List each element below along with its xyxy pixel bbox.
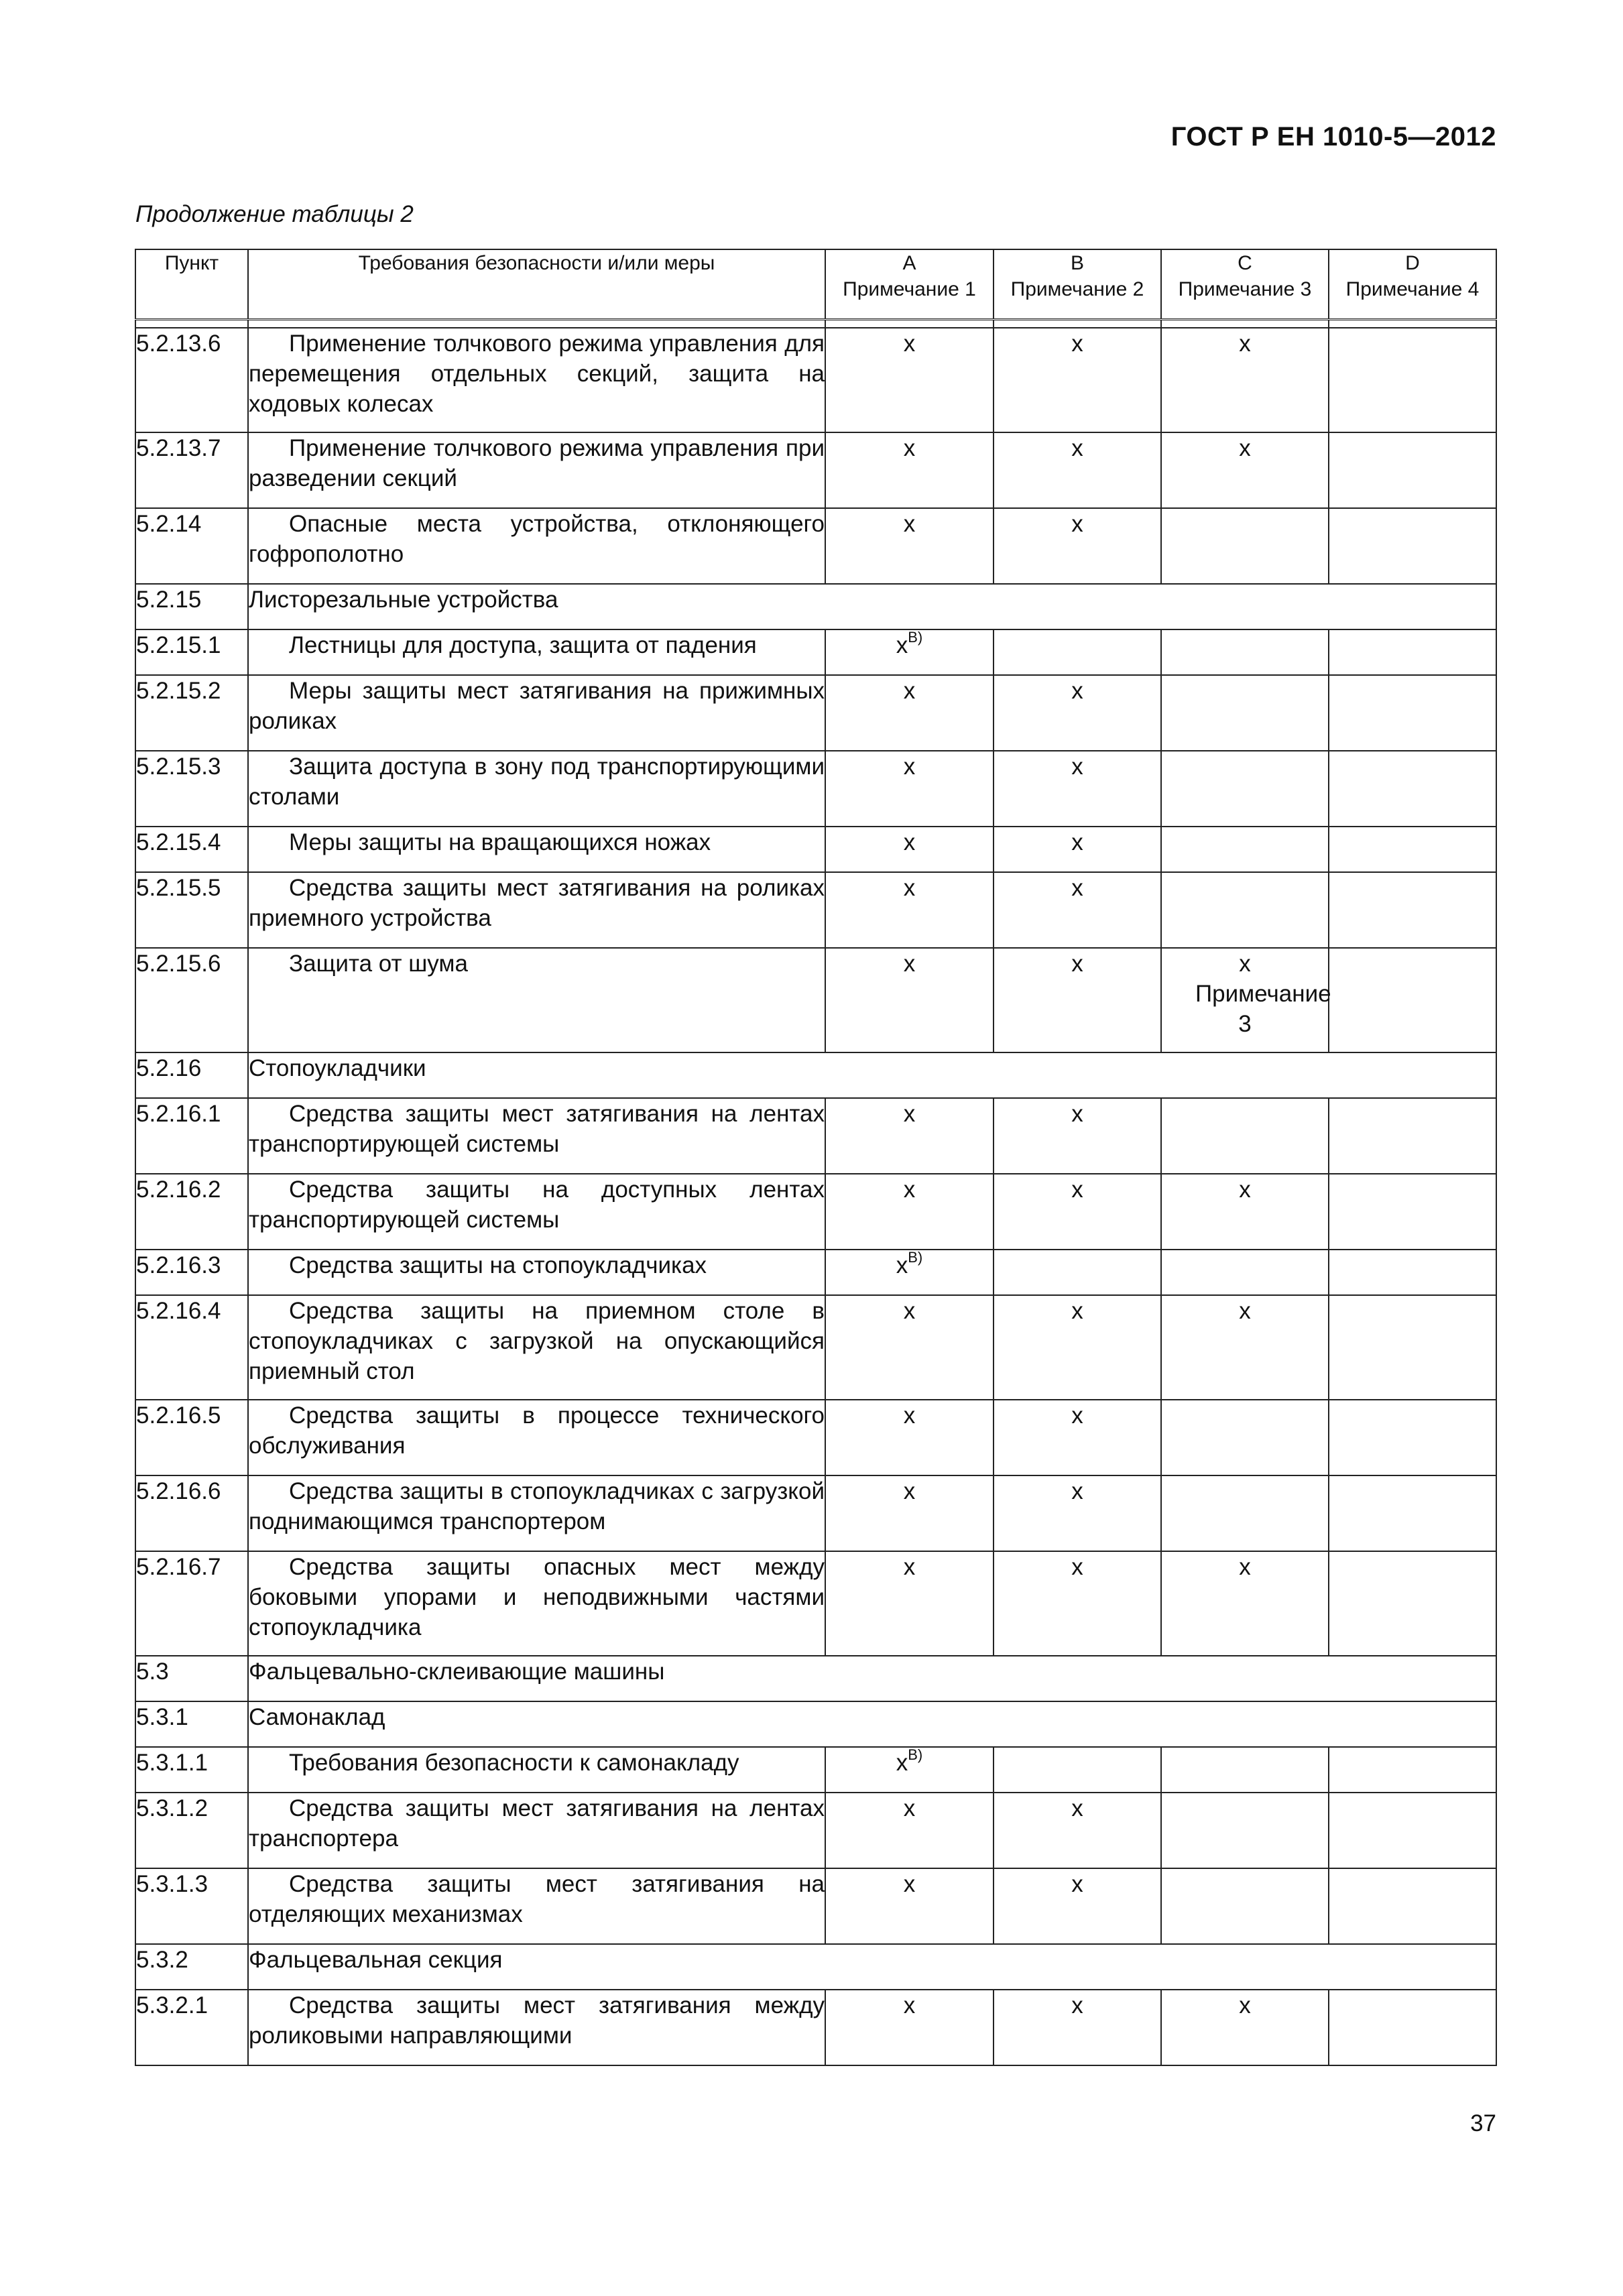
table-row [135, 675, 1496, 751]
mark-c-value: x [1239, 435, 1251, 461]
row-number: 5.2.15.3 [135, 751, 248, 827]
requirement-text [248, 328, 825, 432]
mark-c [1161, 1868, 1329, 1944]
mark-b [994, 1793, 1161, 1868]
mark-a [825, 432, 994, 508]
mark-b-value: x [1071, 1298, 1083, 1324]
table-row [135, 328, 1496, 432]
mark-a-value: x [903, 1298, 916, 1324]
mark-b-value: x [1071, 511, 1083, 537]
mark-b [994, 1295, 1161, 1400]
mark-a-value: x [903, 330, 916, 357]
mark-a [825, 1747, 994, 1793]
requirement-text-content: Средства защиты на доступных лентах транспортирующей системы [249, 1176, 825, 1233]
requirement-text-content: Лестницы для доступа, защита от падения [289, 632, 757, 658]
requirement-text [248, 629, 825, 675]
table-row [135, 508, 1496, 584]
requirement-text-content: Средства защиты в процессе технического обслуживания [249, 1402, 825, 1459]
mark-d [1329, 432, 1496, 508]
mark-a-value: x [903, 678, 916, 704]
mark-a-value: x [896, 1750, 908, 1776]
header-a-letter: A [902, 252, 916, 274]
row-number: 5.3.2.1 [135, 1990, 248, 2065]
table-row [135, 1250, 1496, 1295]
row-number: 5.3.1.3 [135, 1868, 248, 1944]
requirement-text-content: Меры защиты на вращающихся ножах [289, 829, 711, 855]
table-row [135, 872, 1496, 948]
row-number: 5.3 [135, 1656, 248, 1701]
mark-c [1161, 432, 1329, 508]
mark-d [1329, 629, 1496, 675]
requirement-text [248, 1098, 825, 1174]
requirement-text-content: Применение толчкового режима управления для перемещения отдельных секций, защита на ходовых колесах [249, 330, 825, 417]
section-title: Стопоукладчики [248, 1052, 1496, 1098]
header-d [1329, 249, 1496, 320]
mark-a [825, 827, 994, 872]
mark-b-value: x [1071, 875, 1083, 901]
mark-d [1329, 1868, 1496, 1944]
page-number: 37 [1470, 2110, 1496, 2136]
row-number: 5.2.15.5 [135, 872, 248, 948]
mark-b [994, 1174, 1161, 1250]
mark-a [825, 1400, 994, 1475]
mark-a [825, 948, 994, 1052]
mark-a-value: x [903, 951, 916, 977]
header-b-note: Примечание 2 [1010, 278, 1144, 300]
header-b-letter: B [1070, 252, 1084, 274]
mark-d [1329, 1475, 1496, 1551]
mark-d [1329, 675, 1496, 751]
mark-d [1329, 872, 1496, 948]
mark-c-value: x [1239, 1554, 1251, 1580]
requirement-text-content: Средства защиты мест затягивания на роликах приемного устройства [249, 875, 825, 931]
header-a [825, 249, 994, 320]
mark-b-value: x [1071, 1871, 1083, 1897]
header-d-note: Примечание 4 [1345, 278, 1480, 300]
mark-b [994, 1250, 1161, 1295]
mark-d [1329, 1793, 1496, 1868]
footnote-ref: B) [908, 1249, 923, 1266]
mark-d [1329, 751, 1496, 827]
table-row [135, 751, 1496, 827]
requirement-text [248, 1295, 825, 1400]
mark-b [994, 675, 1161, 751]
mark-a-value: x [903, 1101, 916, 1127]
mark-b-value: x [1071, 1992, 1083, 2018]
header-b [994, 249, 1161, 320]
mark-c [1161, 1990, 1329, 2065]
mark-b-value: x [1071, 1554, 1083, 1580]
mark-c [1161, 827, 1329, 872]
mark-b [994, 948, 1161, 1052]
mark-c [1161, 328, 1329, 432]
mark-c [1161, 1551, 1329, 1656]
row-number: 5.2.15 [135, 584, 248, 629]
mark-b [994, 1400, 1161, 1475]
requirement-text-content: Применение толчкового режима управления при разведении секций [249, 435, 825, 491]
header-gap-row [135, 320, 1496, 328]
mark-b [994, 629, 1161, 675]
mark-c [1161, 629, 1329, 675]
mark-a-value: x [903, 1992, 916, 2018]
mark-a-value: x [903, 875, 916, 901]
table-body [135, 320, 1496, 2066]
mark-d [1329, 508, 1496, 584]
mark-a-value: x [903, 1176, 916, 1203]
row-number: 5.2.16.5 [135, 1400, 248, 1475]
mark-a [825, 872, 994, 948]
mark-c-note: Примечание 3 [1195, 981, 1331, 1037]
mark-d [1329, 1400, 1496, 1475]
section-title: Фальцевально-склеивающие машины [248, 1656, 1496, 1701]
mark-b [994, 432, 1161, 508]
footnote-ref: B) [908, 629, 923, 646]
requirement-text [248, 751, 825, 827]
mark-a-value: x [903, 1402, 916, 1429]
row-number: 5.2.16.4 [135, 1295, 248, 1400]
requirement-text-content: Защита от шума [289, 951, 468, 977]
table-row [135, 1747, 1496, 1793]
mark-a [825, 508, 994, 584]
mark-b-value: x [1071, 1101, 1083, 1127]
mark-c [1161, 751, 1329, 827]
mark-b [994, 1475, 1161, 1551]
mark-c [1161, 872, 1329, 948]
row-number: 5.3.1.1 [135, 1747, 248, 1793]
mark-b [994, 1551, 1161, 1656]
row-number: 5.2.16.6 [135, 1475, 248, 1551]
mark-c-value: x [1239, 330, 1251, 357]
mark-a-value: x [896, 1252, 908, 1278]
mark-b-value: x [1071, 829, 1083, 855]
table-row [135, 1793, 1496, 1868]
mark-a [825, 1868, 994, 1944]
requirement-text-content: Средства защиты на приемном столе в стопоукладчиках с загрузкой на опускающийся приемный стол [249, 1298, 825, 1384]
mark-c-value: x [1239, 1992, 1251, 2018]
requirement-text [248, 1174, 825, 1250]
mark-d [1329, 1174, 1496, 1250]
mark-d [1329, 1250, 1496, 1295]
row-number: 5.2.13.7 [135, 432, 248, 508]
table-row [135, 1656, 1496, 1701]
requirement-text [248, 948, 825, 1052]
table-row [135, 948, 1496, 1052]
table-row [135, 629, 1496, 675]
requirement-text-content: Требования безопасности к самонакладу [289, 1750, 739, 1776]
header-c-letter: C [1238, 252, 1252, 274]
mark-a [825, 1793, 994, 1868]
requirement-text [248, 1990, 825, 2065]
header-c [1161, 249, 1329, 320]
mark-b [994, 1747, 1161, 1793]
mark-c [1161, 948, 1329, 1052]
requirements-table [135, 249, 1497, 2066]
table-row [135, 1174, 1496, 1250]
row-number: 5.2.13.6 [135, 328, 248, 432]
mark-c [1161, 1475, 1329, 1551]
mark-d [1329, 1098, 1496, 1174]
mark-c-value: x [1239, 1176, 1251, 1203]
table-row [135, 1052, 1496, 1098]
requirement-text [248, 1793, 825, 1868]
table-row [135, 432, 1496, 508]
mark-a [825, 1098, 994, 1174]
mark-c [1161, 1174, 1329, 1250]
mark-b [994, 1098, 1161, 1174]
mark-a-value: x [903, 435, 916, 461]
mark-c [1161, 1098, 1329, 1174]
requirement-text-content: Защита доступа в зону под транспортирующими столами [249, 753, 825, 810]
requirement-text [248, 508, 825, 584]
row-number: 5.2.16.1 [135, 1098, 248, 1174]
table-row [135, 1944, 1496, 1990]
mark-a-value: x [903, 1554, 916, 1580]
table-row [135, 827, 1496, 872]
row-number: 5.3.2 [135, 1944, 248, 1990]
table-row [135, 1990, 1496, 2065]
mark-a-value: x [903, 511, 916, 537]
row-number: 5.2.16.3 [135, 1250, 248, 1295]
header-a-note: Примечание 1 [843, 278, 976, 300]
table-row [135, 1295, 1496, 1400]
mark-a-value: x [903, 1871, 916, 1897]
requirement-text-content: Средства защиты на стопоукладчиках [289, 1252, 707, 1278]
mark-b-value: x [1071, 435, 1083, 461]
requirement-text-content: Средства защиты мест затягивания на отделяющих механизмах [249, 1871, 825, 1927]
mark-b-value: x [1071, 330, 1083, 357]
requirement-text [248, 827, 825, 872]
mark-b [994, 328, 1161, 432]
requirement-text [248, 432, 825, 508]
mark-b [994, 827, 1161, 872]
mark-c [1161, 508, 1329, 584]
mark-d [1329, 1747, 1496, 1793]
requirement-text-content: Опасные места устройства, отклоняющего гофрополотно [249, 511, 825, 567]
requirement-text-content: Средства защиты мест затягивания на лентах транспортирующей системы [249, 1101, 825, 1157]
table-row [135, 1098, 1496, 1174]
mark-a-value: x [903, 1795, 916, 1821]
requirement-text-content: Средства защиты мест затягивания между роликовыми направляющими [249, 1992, 825, 2049]
mark-b-value: x [1071, 753, 1083, 780]
requirement-text [248, 1747, 825, 1793]
mark-a [825, 629, 994, 675]
mark-b [994, 872, 1161, 948]
row-number: 5.3.1.2 [135, 1793, 248, 1868]
table-row [135, 1868, 1496, 1944]
row-number: 5.3.1 [135, 1701, 248, 1747]
mark-c [1161, 1747, 1329, 1793]
mark-d [1329, 1551, 1496, 1656]
header-requirements: Требования безопасности и/или меры [248, 249, 825, 320]
mark-b-value: x [1071, 1402, 1083, 1429]
mark-d [1329, 827, 1496, 872]
mark-b-value: x [1071, 1478, 1083, 1504]
mark-b [994, 1868, 1161, 1944]
row-number: 5.2.14 [135, 508, 248, 584]
footnote-ref: B) [908, 1746, 923, 1763]
mark-c [1161, 1250, 1329, 1295]
row-number: 5.2.15.1 [135, 629, 248, 675]
requirement-text-content: Средства защиты опасных мест между боковыми упорами и неподвижными частями стопоукладчика [249, 1554, 825, 1640]
row-number: 5.2.15.4 [135, 827, 248, 872]
mark-a [825, 328, 994, 432]
mark-a-value: x [896, 632, 908, 658]
requirement-text [248, 1250, 825, 1295]
mark-a [825, 751, 994, 827]
mark-b-value: x [1071, 951, 1083, 977]
mark-a [825, 1990, 994, 2065]
header-d-letter: D [1405, 252, 1420, 274]
row-number: 5.2.16.7 [135, 1551, 248, 1656]
table-row [135, 584, 1496, 629]
requirement-text-content: Средства защиты мест затягивания на лентах транспортера [249, 1795, 825, 1852]
table-row [135, 1400, 1496, 1475]
table-caption: Продолжение таблицы 2 [135, 201, 414, 227]
table-header-row [135, 249, 1496, 320]
mark-a [825, 1174, 994, 1250]
row-number: 5.2.15.2 [135, 675, 248, 751]
mark-b [994, 1990, 1161, 2065]
requirement-text [248, 1551, 825, 1656]
section-title: Фальцевальная секция [248, 1944, 1496, 1990]
row-number: 5.2.16 [135, 1052, 248, 1098]
mark-a [825, 1250, 994, 1295]
mark-a-value: x [903, 1478, 916, 1504]
requirement-text [248, 675, 825, 751]
mark-d [1329, 1295, 1496, 1400]
mark-d [1329, 328, 1496, 432]
table-row [135, 1475, 1496, 1551]
requirement-text [248, 1400, 825, 1475]
mark-b [994, 751, 1161, 827]
mark-c-value: x [1239, 951, 1251, 977]
row-number: 5.2.15.6 [135, 948, 248, 1052]
mark-d [1329, 948, 1496, 1052]
mark-a-value: x [903, 753, 916, 780]
mark-c [1161, 1400, 1329, 1475]
mark-c-value: x [1239, 1298, 1251, 1324]
requirement-text [248, 1475, 825, 1551]
mark-c [1161, 1295, 1329, 1400]
mark-d [1329, 1990, 1496, 2065]
mark-a-value: x [903, 829, 916, 855]
requirement-text-content: Меры защиты мест затягивания на прижимных роликах [249, 678, 825, 734]
section-title: Самонаклад [248, 1701, 1496, 1747]
mark-a [825, 675, 994, 751]
requirement-text [248, 872, 825, 948]
table-row [135, 1551, 1496, 1656]
mark-b-value: x [1071, 678, 1083, 704]
mark-c [1161, 1793, 1329, 1868]
mark-a [825, 1295, 994, 1400]
mark-b-value: x [1071, 1795, 1083, 1821]
section-title: Листорезальные устройства [248, 584, 1496, 629]
mark-b [994, 508, 1161, 584]
requirement-text [248, 1868, 825, 1944]
header-c-note: Примечание 3 [1178, 278, 1312, 300]
mark-a [825, 1475, 994, 1551]
mark-c [1161, 675, 1329, 751]
document-id: ГОСТ Р ЕН 1010-5—2012 [1170, 122, 1496, 152]
requirement-text-content: Средства защиты в стопоукладчиках с загрузкой поднимающимся транспортером [249, 1478, 825, 1534]
table-row [135, 1701, 1496, 1747]
header-punkt: Пункт [135, 249, 248, 320]
mark-b-value: x [1071, 1176, 1083, 1203]
mark-a [825, 1551, 994, 1656]
row-number: 5.2.16.2 [135, 1174, 248, 1250]
